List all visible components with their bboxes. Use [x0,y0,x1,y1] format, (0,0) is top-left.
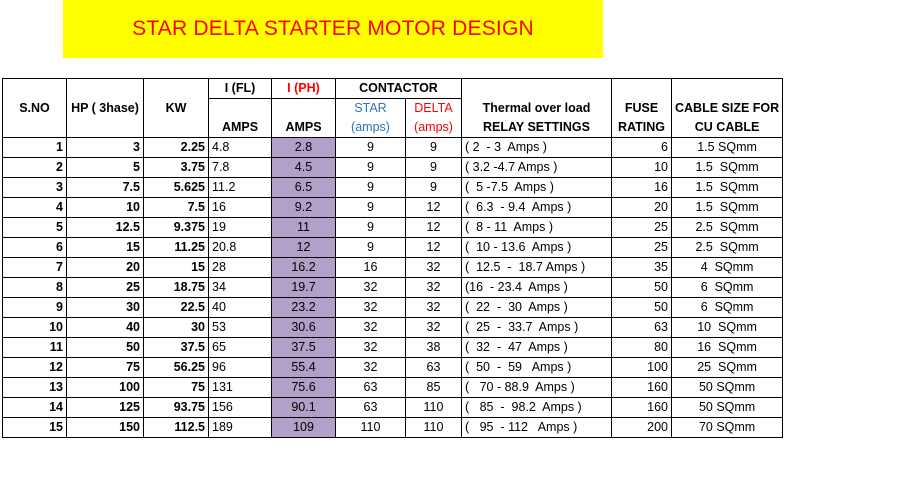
cell-relay-setting: ( 12.5 - 18.7 Amps ) [462,258,612,278]
cell-iph: 90.1 [272,398,336,418]
header-hp: HP ( 3hase) [67,99,144,119]
cell-sno: 13 [3,378,67,398]
header-kw-top [144,79,209,99]
cell-kw: 15 [144,258,209,278]
cell-star: 16 [336,258,406,278]
header-ifl-blank [209,99,272,119]
cell-kw: 11.25 [144,238,209,258]
cell-hp: 30 [67,298,144,318]
cell-ifl: 53 [209,318,272,338]
cell-kw: 75 [144,378,209,398]
cell-star: 32 [336,358,406,378]
cell-fuse: 80 [612,338,672,358]
cell-kw: 18.75 [144,278,209,298]
cell-delta: 63 [406,358,462,378]
header-delta-unit: (amps) [406,118,462,138]
table-row [3,178,783,198]
cell-sno: 7 [3,258,67,278]
cell-fuse: 6 [612,138,672,158]
cell-star: 9 [336,218,406,238]
header-fuse-top [612,79,672,99]
cell-fuse: 25 [612,238,672,258]
cell-delta: 85 [406,378,462,398]
cell-fuse: 20 [612,198,672,218]
header-contactor: CONTACTOR [336,79,462,99]
cell-hp: 40 [67,318,144,338]
table-row [3,218,783,238]
cell-delta: 32 [406,258,462,278]
cell-ifl: 19 [209,218,272,238]
cell-star: 32 [336,298,406,318]
table-body [3,138,783,438]
cell-delta: 32 [406,318,462,338]
cell-relay-setting: (16 - 23.4 Amps ) [462,278,612,298]
cell-hp: 3 [67,138,144,158]
table-row [3,418,783,438]
cell-cable-size: 6 SQmm [672,298,783,318]
cell-fuse: 63 [612,318,672,338]
cell-ifl: 131 [209,378,272,398]
cell-iph: 30.6 [272,318,336,338]
page-title: STAR DELTA STARTER MOTOR DESIGN [132,17,534,40]
header-hp-bottom [67,118,144,138]
cell-star: 110 [336,418,406,438]
cell-kw: 56.25 [144,358,209,378]
cell-iph: 12 [272,238,336,258]
cell-cable-size: 6 SQmm [672,278,783,298]
cell-hp: 10 [67,198,144,218]
table-row [3,338,783,358]
cell-sno: 12 [3,358,67,378]
header-thermal-2: RELAY SETTINGS [462,118,612,138]
cell-relay-setting: ( 95 - 112 Amps ) [462,418,612,438]
cell-cable-size: 1.5 SQmm [672,158,783,178]
header-fuse-1: FUSE [612,99,672,119]
motor-design-table [2,78,783,438]
cell-iph: 6.5 [272,178,336,198]
cell-cable-size: 16 SQmm [672,338,783,358]
table-row [3,378,783,398]
header-row-3 [3,118,783,138]
cell-sno: 2 [3,158,67,178]
cell-relay-setting: ( 25 - 33.7 Amps ) [462,318,612,338]
cell-relay-setting: ( 70 - 88.9 Amps ) [462,378,612,398]
header-iph-blank [272,99,336,119]
cell-hp: 15 [67,238,144,258]
table-row [3,318,783,338]
cell-ifl: 16 [209,198,272,218]
header-cable-1: CABLE SIZE FOR [672,99,783,119]
cell-delta: 32 [406,278,462,298]
cell-iph: 9.2 [272,198,336,218]
cell-kw: 22.5 [144,298,209,318]
header-sno-top [3,79,67,99]
cell-cable-size: 1.5 SQmm [672,198,783,218]
cell-cable-size: 1.5 SQmm [672,178,783,198]
cell-hp: 150 [67,418,144,438]
cell-kw: 5.625 [144,178,209,198]
cell-iph: 4.5 [272,158,336,178]
cell-fuse: 160 [612,378,672,398]
table-row [3,298,783,318]
title-banner [63,0,603,58]
cell-relay-setting: ( 3.2 -4.7 Amps ) [462,158,612,178]
cell-relay-setting: ( 2 - 3 Amps ) [462,138,612,158]
header-ifl: I (FL) [209,79,272,99]
cell-cable-size: 2.5 SQmm [672,218,783,238]
cell-kw: 30 [144,318,209,338]
cell-sno: 5 [3,218,67,238]
header-star-unit: (amps) [336,118,406,138]
cell-star: 32 [336,318,406,338]
header-cable-2: CU CABLE [672,118,783,138]
cell-delta: 12 [406,198,462,218]
cell-sno: 6 [3,238,67,258]
cell-sno: 3 [3,178,67,198]
cell-ifl: 96 [209,358,272,378]
cell-relay-setting: ( 10 - 13.6 Amps ) [462,238,612,258]
table-row [3,358,783,378]
header-sno-bottom [3,118,67,138]
cell-kw: 112.5 [144,418,209,438]
cell-delta: 32 [406,298,462,318]
cell-ifl: 156 [209,398,272,418]
cell-ifl: 7.8 [209,158,272,178]
cell-cable-size: 1.5 SQmm [672,138,783,158]
cell-hp: 7.5 [67,178,144,198]
cell-sno: 14 [3,398,67,418]
cell-sno: 4 [3,198,67,218]
cell-hp: 5 [67,158,144,178]
cell-ifl: 28 [209,258,272,278]
table-row [3,238,783,258]
cell-fuse: 160 [612,398,672,418]
cell-relay-setting: ( 32 - 47 Amps ) [462,338,612,358]
cell-ifl: 40 [209,298,272,318]
cell-cable-size: 10 SQmm [672,318,783,338]
cell-star: 32 [336,278,406,298]
cell-delta: 9 [406,178,462,198]
cell-fuse: 50 [612,298,672,318]
header-hp-top [67,79,144,99]
table-row [3,398,783,418]
cell-iph: 16.2 [272,258,336,278]
header-iph: I (PH) [272,79,336,99]
cell-star: 9 [336,158,406,178]
cell-delta: 12 [406,238,462,258]
cell-sno: 11 [3,338,67,358]
cell-sno: 1 [3,138,67,158]
header-kw-bottom [144,118,209,138]
cell-fuse: 100 [612,358,672,378]
cell-iph: 23.2 [272,298,336,318]
cell-iph: 19.7 [272,278,336,298]
cell-relay-setting: ( 5 -7.5 Amps ) [462,178,612,198]
cell-ifl: 11.2 [209,178,272,198]
header-row-1 [3,79,783,99]
cell-delta: 110 [406,398,462,418]
cell-delta: 12 [406,218,462,238]
cell-delta: 9 [406,138,462,158]
cell-ifl: 34 [209,278,272,298]
cell-hp: 75 [67,358,144,378]
cell-hp: 50 [67,338,144,358]
header-cable-top [672,79,783,99]
cell-kw: 9.375 [144,218,209,238]
cell-hp: 20 [67,258,144,278]
cell-iph: 11 [272,218,336,238]
cell-fuse: 16 [612,178,672,198]
cell-relay-setting: ( 8 - 11 Amps ) [462,218,612,238]
cell-sno: 9 [3,298,67,318]
cell-delta: 38 [406,338,462,358]
cell-hp: 25 [67,278,144,298]
cell-hp: 100 [67,378,144,398]
cell-kw: 2.25 [144,138,209,158]
cell-delta: 9 [406,158,462,178]
cell-delta: 110 [406,418,462,438]
cell-hp: 12.5 [67,218,144,238]
cell-iph: 109 [272,418,336,438]
cell-fuse: 200 [612,418,672,438]
cell-hp: 125 [67,398,144,418]
header-sno: S.NO [3,99,67,119]
cell-fuse: 10 [612,158,672,178]
cell-star: 63 [336,378,406,398]
cell-iph: 55.4 [272,358,336,378]
cell-sno: 10 [3,318,67,338]
header-ifl-unit: AMPS [209,118,272,138]
cell-kw: 7.5 [144,198,209,218]
header-thermal-top [462,79,612,99]
cell-relay-setting: ( 22 - 30 Amps ) [462,298,612,318]
cell-fuse: 50 [612,278,672,298]
cell-ifl: 20.8 [209,238,272,258]
cell-iph: 2.8 [272,138,336,158]
cell-cable-size: 70 SQmm [672,418,783,438]
cell-relay-setting: ( 6.3 - 9.4 Amps ) [462,198,612,218]
cell-cable-size: 2.5 SQmm [672,238,783,258]
header-iph-unit: AMPS [272,118,336,138]
table-row [3,258,783,278]
table-row [3,138,783,158]
cell-cable-size: 50 SQmm [672,398,783,418]
cell-ifl: 65 [209,338,272,358]
cell-relay-setting: ( 50 - 59 Amps ) [462,358,612,378]
cell-star: 9 [336,178,406,198]
header-kw: KW [144,99,209,119]
cell-kw: 37.5 [144,338,209,358]
cell-relay-setting: ( 85 - 98.2 Amps ) [462,398,612,418]
cell-star: 9 [336,238,406,258]
header-delta: DELTA [406,99,462,119]
table-row [3,278,783,298]
cell-iph: 75.6 [272,378,336,398]
header-star: STAR [336,99,406,119]
header-thermal-1: Thermal over load [462,99,612,119]
cell-cable-size: 50 SQmm [672,378,783,398]
cell-star: 63 [336,398,406,418]
cell-cable-size: 25 SQmm [672,358,783,378]
cell-star: 9 [336,198,406,218]
cell-fuse: 35 [612,258,672,278]
cell-sno: 8 [3,278,67,298]
cell-kw: 3.75 [144,158,209,178]
table-row [3,158,783,178]
cell-ifl: 189 [209,418,272,438]
table-row [3,198,783,218]
cell-star: 32 [336,338,406,358]
header-row-2 [3,99,783,119]
cell-fuse: 25 [612,218,672,238]
cell-cable-size: 4 SQmm [672,258,783,278]
header-fuse-2: RATING [612,118,672,138]
cell-iph: 37.5 [272,338,336,358]
cell-sno: 15 [3,418,67,438]
cell-kw: 93.75 [144,398,209,418]
cell-ifl: 4.8 [209,138,272,158]
cell-star: 9 [336,138,406,158]
